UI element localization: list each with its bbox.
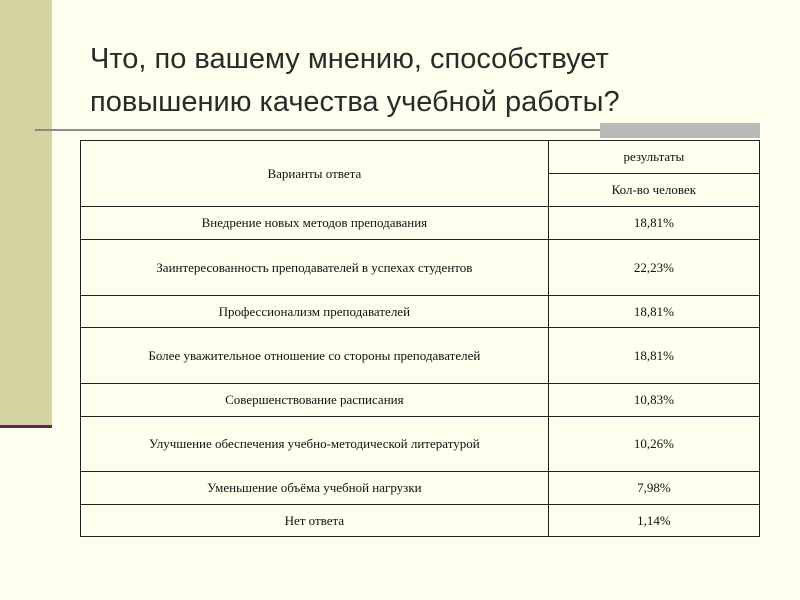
row-label: Нет ответа (81, 505, 549, 537)
header-count: Кол-во человек (548, 174, 759, 207)
title-divider-block (600, 123, 760, 138)
survey-results-table (80, 140, 760, 537)
row-label: Профессионализм преподавателей (81, 296, 549, 328)
row-label: Внедрение новых методов преподавания (81, 207, 549, 240)
row-value: 18,81% (548, 207, 759, 240)
header-results: результаты (548, 141, 759, 174)
table-row (81, 328, 760, 384)
table-row (81, 472, 760, 505)
row-value: 1,14% (548, 505, 759, 537)
table-row (81, 296, 760, 328)
left-bar-accent-line (0, 425, 52, 428)
row-value: 18,81% (548, 328, 759, 384)
row-label: Более уважительное отношение со стороны преподавателей (81, 328, 549, 384)
table-row (81, 417, 760, 472)
row-label: Заинтересованность преподавателей в успехах студентов (81, 240, 549, 296)
row-label: Совершенствование расписания (81, 384, 549, 417)
table-header-row (81, 141, 760, 174)
row-label: Улучшение обеспечения учебно-методической литературой (81, 417, 549, 472)
slide-title: Что, по вашему мнению, способствует повышению качества учебной работы? (90, 43, 620, 118)
row-value: 7,98% (548, 472, 759, 505)
row-value: 10,83% (548, 384, 759, 417)
left-decorative-bar (0, 0, 52, 425)
row-value: 10,26% (548, 417, 759, 472)
row-label: Уменьшение объёма учебной нагрузки (81, 472, 549, 505)
title-divider (35, 129, 600, 131)
table-row (81, 505, 760, 537)
header-options: Варианты ответа (81, 141, 549, 207)
table-row (81, 384, 760, 417)
row-value: 22,23% (548, 240, 759, 296)
table-row (81, 207, 760, 240)
table-row (81, 240, 760, 296)
row-value: 18,81% (548, 296, 759, 328)
